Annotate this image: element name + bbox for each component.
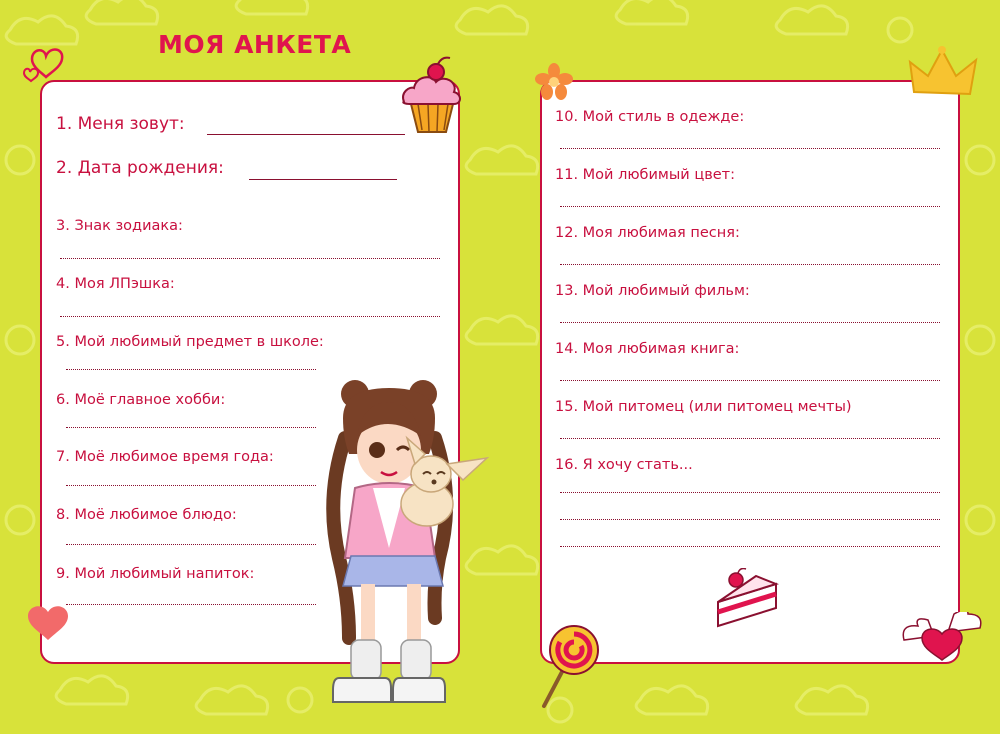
question-zodiac: 3. Знак зодиака: bbox=[56, 218, 183, 234]
question-clothing-style: 10. Мой стиль в одежде: bbox=[555, 109, 745, 125]
answer-line-book[interactable] bbox=[560, 380, 940, 381]
answer-line-hobby[interactable] bbox=[66, 427, 316, 428]
crown-icon bbox=[908, 44, 980, 104]
winged-heart-icon bbox=[900, 612, 984, 664]
girl-with-puppy-illustration bbox=[315, 378, 495, 718]
question-movie: 13. Мой любимый фильм: bbox=[555, 283, 750, 299]
answer-line-birthdate[interactable] bbox=[249, 179, 397, 180]
question-color: 11. Мой любимый цвет: bbox=[555, 167, 736, 183]
question-lps: 4. Моя ЛПэшка: bbox=[56, 276, 175, 292]
question-name: 1. Меня зовут: bbox=[56, 114, 185, 134]
answer-line-lps[interactable] bbox=[60, 316, 440, 317]
question-dish: 8. Моё любимое блюдо: bbox=[56, 507, 237, 523]
answer-line-school-subject[interactable] bbox=[66, 369, 316, 370]
answer-line-dish[interactable] bbox=[66, 544, 316, 545]
question-book: 14. Моя любимая книга: bbox=[555, 341, 740, 357]
cupcake-icon bbox=[398, 56, 468, 136]
answer-line-become-1[interactable] bbox=[560, 492, 940, 493]
answer-line-become-3[interactable] bbox=[560, 546, 940, 547]
answer-line-name[interactable] bbox=[207, 134, 405, 135]
flower-icon bbox=[534, 62, 574, 102]
question-birthdate: 2. Дата рождения: bbox=[56, 158, 224, 178]
cake-slice-icon bbox=[712, 568, 786, 630]
question-season: 7. Моё любимое время года: bbox=[56, 449, 274, 465]
answer-line-movie[interactable] bbox=[560, 322, 940, 323]
answer-line-zodiac[interactable] bbox=[60, 258, 440, 259]
question-drink: 9. Мой любимый напиток: bbox=[56, 566, 255, 582]
answer-line-clothing-style[interactable] bbox=[560, 148, 940, 149]
question-pet: 15. Мой питомец (или питомец мечты) bbox=[555, 399, 852, 415]
question-school-subject: 5. Мой любимый предмет в школе: bbox=[56, 334, 324, 350]
answer-line-drink[interactable] bbox=[66, 604, 316, 605]
answer-line-color[interactable] bbox=[560, 206, 940, 207]
question-become: 16. Я хочу стать... bbox=[555, 457, 693, 473]
answer-line-season[interactable] bbox=[66, 485, 316, 486]
question-hobby: 6. Моё главное хобби: bbox=[56, 392, 226, 408]
page-title: МОЯ АНКЕТА bbox=[158, 30, 352, 59]
answer-line-song[interactable] bbox=[560, 264, 940, 265]
question-song: 12. Моя любимая песня: bbox=[555, 225, 740, 241]
answer-line-become-2[interactable] bbox=[560, 519, 940, 520]
answer-line-pet[interactable] bbox=[560, 438, 940, 439]
heart-icon bbox=[26, 602, 70, 642]
lollipop-icon bbox=[536, 622, 600, 710]
